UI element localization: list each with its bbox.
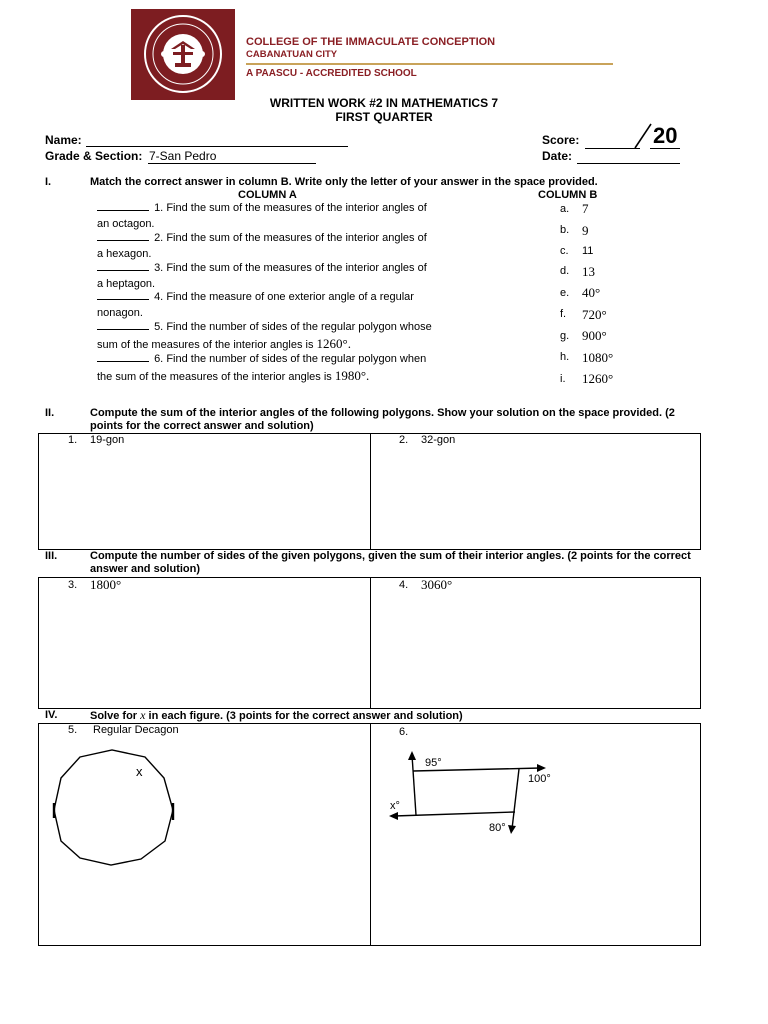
section2-answer-box: [38, 433, 701, 550]
column-b-header: COLUMN B: [538, 189, 598, 201]
section3-instruction-line1: Compute the number of sides of the given polygons, given the sum of their interior angles. (2 points for the correct: [90, 550, 691, 562]
item-number: 1.: [68, 434, 78, 446]
option-letter: f.: [560, 308, 567, 320]
option-letter: a.: [560, 203, 570, 215]
solution-area-4[interactable]: [373, 594, 699, 706]
option-letter: b.: [560, 224, 570, 236]
option-letter: c.: [560, 245, 569, 257]
grade-line[interactable]: [148, 151, 316, 164]
section4-number: IV.: [45, 709, 58, 721]
item-1800-deg: 1800°: [90, 577, 122, 592]
option-letter: i.: [560, 373, 566, 385]
section2-instruction-line1: Compute the sum of the interior angles of the following polygons. Show your solution on the space provided. (2: [90, 407, 675, 419]
option-letter: g.: [560, 330, 570, 342]
worksheet-title: WRITTEN WORK #2 IN MATHEMATICS 7: [269, 96, 499, 110]
angle-label-100: 100°: [528, 773, 551, 785]
section1-number: I.: [45, 176, 52, 188]
question-3: 3. Find the sum of the measures of the interior angles of a heptagon.: [97, 262, 427, 290]
item-number: 4.: [399, 579, 409, 591]
box-divider: [370, 434, 371, 549]
grade-label: Grade & Section:: [45, 149, 143, 163]
answer-blank[interactable]: [97, 320, 149, 330]
item-32-gon: 32-gon: [421, 434, 456, 446]
answer-blank[interactable]: [97, 290, 149, 300]
grade-value: 7-San Pedro: [149, 149, 217, 163]
solution-area-1[interactable]: [40, 448, 368, 548]
option-letter: h.: [560, 351, 570, 363]
column-a-header: COLUMN A: [238, 189, 297, 201]
school-logo: [131, 9, 235, 100]
worksheet-subtitle: FIRST QUARTER: [335, 110, 433, 124]
name-line[interactable]: [86, 134, 348, 147]
question-4: 4. Find the measure of one exterior angle of a regular nonagon.: [97, 291, 414, 319]
option-value: 11: [582, 245, 594, 257]
answer-blank[interactable]: [97, 352, 149, 362]
section4-answer-box: [38, 723, 701, 946]
angle-label-x: x°: [390, 800, 400, 812]
angle-label-95: 95°: [425, 757, 442, 769]
option-value: 7: [582, 201, 589, 216]
box-divider: [370, 724, 371, 945]
question-5: 5. Find the number of sides of the regular polygon whose sum of the measures of the interior angles is 1260°.: [97, 321, 432, 351]
decagon-figure: [49, 746, 189, 868]
score-total: 20: [653, 123, 678, 148]
option-value: 9: [582, 223, 589, 238]
school-accreditation: A PAASCU - ACCREDITED SCHOOL: [246, 68, 417, 79]
decagon-x-label: x: [136, 764, 143, 779]
quadrilateral-figure: [384, 750, 559, 840]
score-label: Score:: [542, 133, 580, 147]
item-3060-deg: 3060°: [421, 577, 453, 592]
item-number: 2.: [399, 434, 409, 446]
solution-area-2[interactable]: [373, 448, 699, 548]
section2-instruction-line2: points for the correct answer and solution): [90, 420, 314, 432]
item-number: 5.: [68, 724, 78, 736]
question-2: 2. Find the sum of the measures of the interior angles of a hexagon.: [97, 232, 427, 260]
option-letter: e.: [560, 287, 570, 299]
name-label: Name:: [45, 133, 82, 147]
date-label: Date:: [542, 149, 573, 163]
option-value: 1260°: [582, 371, 614, 386]
section2-number: II.: [45, 407, 55, 419]
answer-blank[interactable]: [97, 261, 149, 271]
item-regular-decagon: Regular Decagon: [93, 724, 179, 736]
option-value: 720°: [582, 307, 607, 322]
school-seal-icon: [131, 9, 235, 100]
option-value: 40°: [582, 285, 601, 300]
question-6: 6. Find the number of sides of the regular polygon when the sum of the measures of the interior angles is 1980°.: [97, 353, 427, 383]
answer-blank[interactable]: [97, 201, 149, 211]
box-divider: [370, 578, 371, 708]
header-divider: [246, 63, 613, 65]
school-city: CABANATUAN CITY: [246, 49, 338, 60]
school-name: COLLEGE OF THE IMMACULATE CONCEPTION: [246, 36, 496, 48]
section1-instruction: Match the correct answer in column B. Write only the letter of your answer in the space provided.: [90, 176, 598, 188]
section4-instruction: Solve for x in each figure. (3 points for the correct answer and solution): [90, 708, 463, 722]
item-number: 3.: [68, 579, 78, 591]
score-total-line: [650, 136, 680, 149]
option-letter: d.: [560, 265, 570, 277]
angle-label-80: 80°: [489, 822, 506, 834]
section3-answer-box: [38, 577, 701, 709]
option-value: 1080°: [582, 350, 614, 365]
section3-number: III.: [45, 550, 58, 562]
solution-area-3[interactable]: [40, 594, 368, 706]
item-19-gon: 19-gon: [90, 434, 125, 446]
item-number: 6.: [399, 726, 409, 738]
date-line[interactable]: [577, 151, 680, 164]
option-value: 900°: [582, 328, 607, 343]
question-1: 1. Find the sum of the measures of the interior angles of an octagon.: [97, 202, 427, 230]
answer-blank[interactable]: [97, 231, 149, 241]
section3-instruction-line2: answer and solution): [90, 563, 201, 575]
option-value: 13: [582, 264, 595, 279]
